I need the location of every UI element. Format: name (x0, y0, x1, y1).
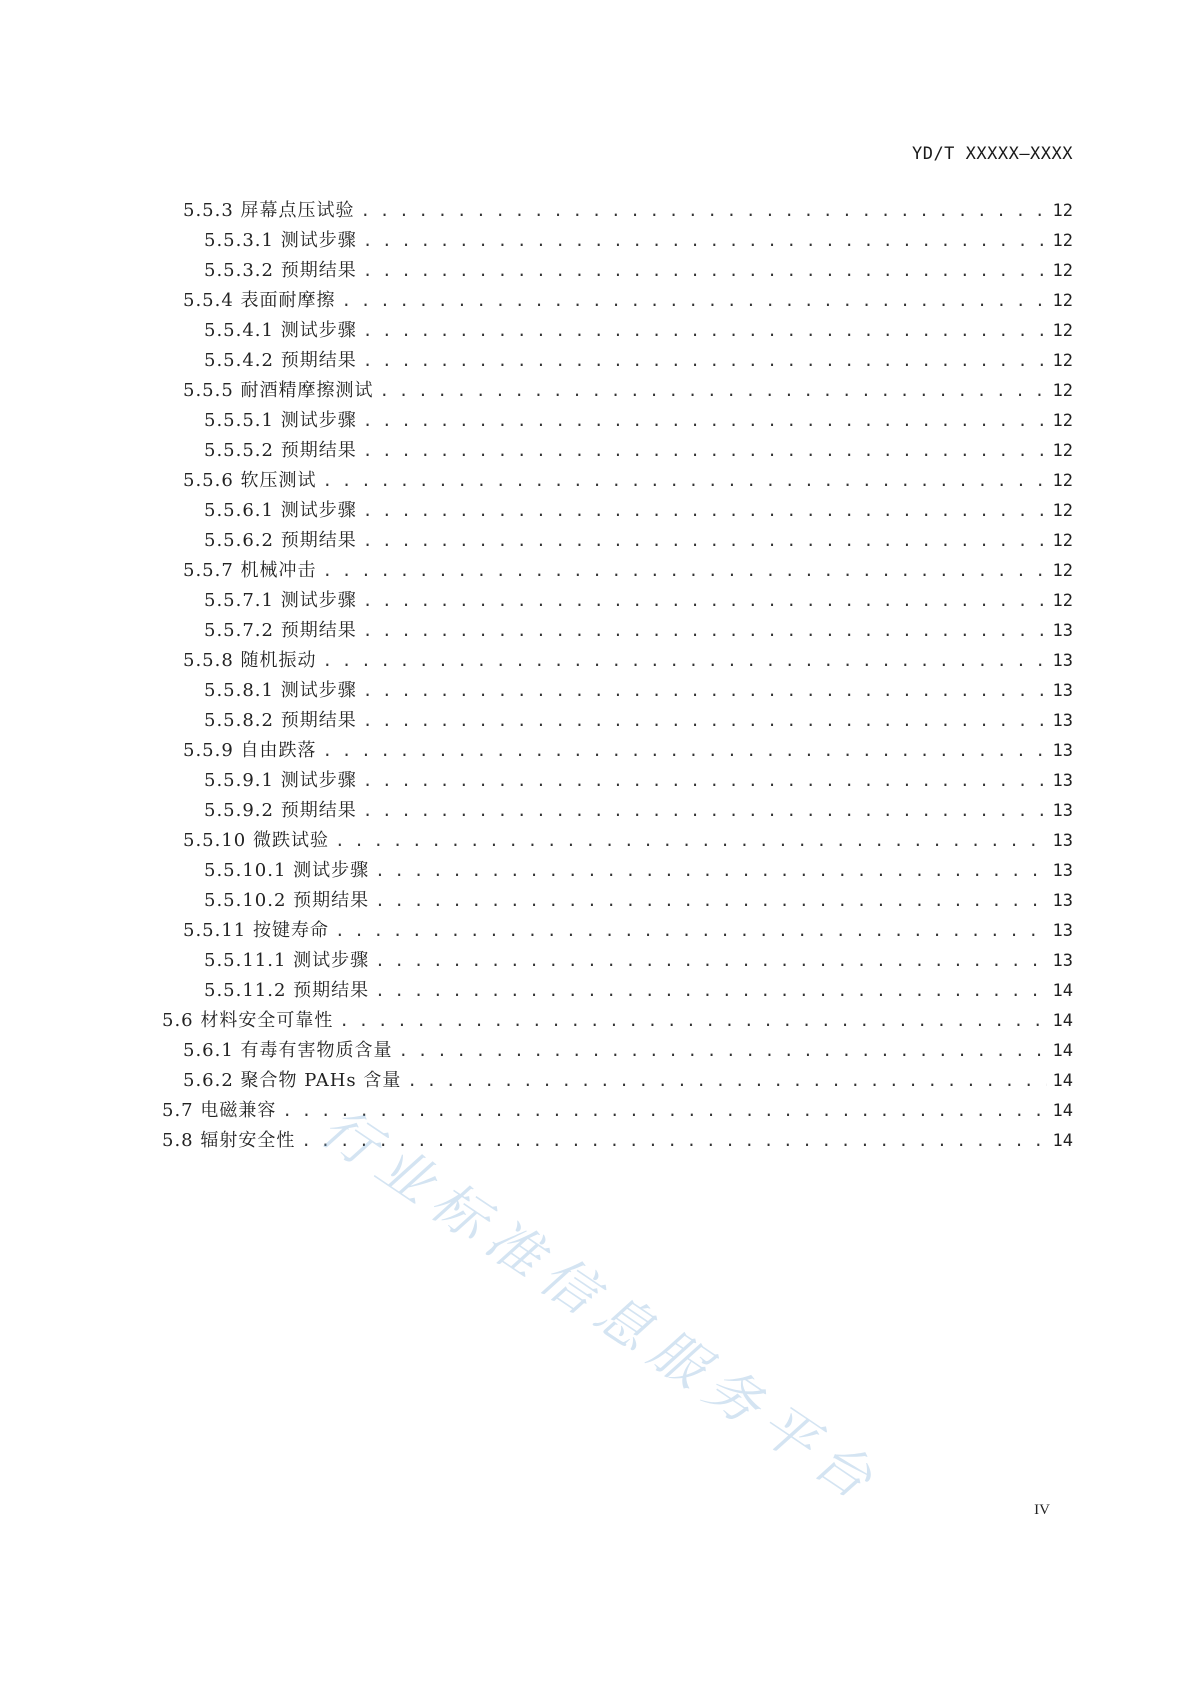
toc-entry-page: 12 (1052, 201, 1073, 221)
toc-entry-label: 5.5.3.1 测试步骤 (204, 230, 357, 251)
toc-entry-page: 12 (1052, 351, 1073, 371)
toc-dot-leader (363, 436, 1047, 466)
toc-entry-page: 12 (1052, 441, 1073, 461)
toc-entry-label: 5.5.5 耐酒精摩擦测试 (183, 380, 374, 401)
toc-entry-label: 5.5.6.2 预期结果 (204, 530, 357, 551)
toc-entry-page: 13 (1052, 711, 1073, 731)
toc-dot-leader (363, 616, 1047, 646)
toc-entry-label: 5.8 辐射安全性 (162, 1130, 296, 1151)
toc-entry-page: 13 (1052, 951, 1073, 971)
toc-dot-leader (363, 526, 1047, 556)
toc-entry-label: 5.5.11 按键寿命 (183, 920, 329, 941)
toc-entry-page: 12 (1052, 291, 1073, 311)
toc-entry-page: 12 (1052, 471, 1073, 491)
toc-entry-label: 5.5.8.2 预期结果 (204, 710, 357, 731)
toc-dot-leader (363, 706, 1047, 736)
watermark-text: 行业标准信息服务平台 (310, 1095, 893, 1517)
toc-entry-page: 12 (1052, 531, 1073, 551)
toc-entry[interactable] (0, 316, 1190, 346)
toc-entry[interactable] (0, 556, 1190, 586)
toc-entry[interactable] (0, 946, 1190, 976)
toc-entry[interactable] (0, 1126, 1190, 1156)
toc-entry[interactable] (0, 706, 1190, 736)
toc-entry-page: 13 (1052, 771, 1073, 791)
toc-dot-leader (323, 646, 1047, 676)
toc-entry[interactable] (0, 196, 1190, 226)
toc-entry[interactable] (0, 466, 1190, 496)
toc-entry[interactable] (0, 496, 1190, 526)
toc-dot-leader (323, 556, 1047, 586)
toc-dot-leader (399, 1036, 1047, 1066)
toc-entry-page: 12 (1052, 591, 1073, 611)
toc-entry[interactable] (0, 526, 1190, 556)
toc-entry-label: 5.5.8.1 测试步骤 (204, 680, 357, 701)
table-of-contents (0, 196, 1190, 1156)
toc-dot-leader (363, 586, 1047, 616)
toc-entry-label: 5.5.4 表面耐摩擦 (183, 290, 336, 311)
toc-entry[interactable] (0, 436, 1190, 466)
toc-dot-leader (335, 826, 1047, 856)
toc-dot-leader (323, 466, 1047, 496)
toc-entry-label: 5.5.5.1 测试步骤 (204, 410, 357, 431)
toc-entry-label: 5.5.8 随机振动 (183, 650, 317, 671)
toc-entry-label: 5.5.9 自由跌落 (183, 740, 317, 761)
toc-dot-leader (363, 496, 1047, 526)
toc-entry-page: 12 (1052, 381, 1073, 401)
toc-dot-leader (363, 766, 1047, 796)
page-number: IV (1034, 1502, 1050, 1518)
toc-entry-page: 12 (1052, 261, 1073, 281)
toc-entry-page: 12 (1052, 411, 1073, 431)
toc-entry-label: 5.5.6.1 测试步骤 (204, 500, 357, 521)
toc-entry[interactable] (0, 886, 1190, 916)
toc-entry[interactable] (0, 796, 1190, 826)
toc-entry-label: 5.5.9.2 预期结果 (204, 800, 357, 821)
toc-dot-leader (407, 1066, 1047, 1096)
toc-entry-label: 5.6.1 有毒有害物质含量 (183, 1040, 393, 1061)
toc-dot-leader (363, 316, 1047, 346)
toc-entry-page: 13 (1052, 861, 1073, 881)
toc-entry-label: 5.5.10 微跌试验 (183, 830, 329, 851)
toc-entry-label: 5.5.7.1 测试步骤 (204, 590, 357, 611)
toc-entry[interactable] (0, 1066, 1190, 1096)
toc-dot-leader (375, 976, 1047, 1006)
toc-entry[interactable] (0, 586, 1190, 616)
toc-entry-page: 14 (1052, 981, 1073, 1001)
toc-entry-page: 13 (1052, 921, 1073, 941)
toc-entry-page: 12 (1052, 561, 1073, 581)
toc-entry-label: 5.5.9.1 测试步骤 (204, 770, 357, 791)
toc-entry-page: 13 (1052, 651, 1073, 671)
toc-entry-page: 12 (1052, 321, 1073, 341)
toc-entry-page: 13 (1052, 891, 1073, 911)
toc-entry[interactable] (0, 616, 1190, 646)
toc-entry-label: 5.6 材料安全可靠性 (162, 1010, 334, 1031)
toc-entry[interactable] (0, 1036, 1190, 1066)
toc-entry-page: 14 (1052, 1131, 1073, 1151)
toc-entry-label: 5.5.5.2 预期结果 (204, 440, 357, 461)
toc-entry[interactable] (0, 226, 1190, 256)
toc-dot-leader (282, 1096, 1047, 1126)
toc-entry[interactable] (0, 736, 1190, 766)
toc-entry-label: 5.5.7 机械冲击 (183, 560, 317, 581)
toc-entry[interactable] (0, 406, 1190, 436)
toc-dot-leader (301, 1126, 1047, 1156)
document-code-header: YD/T XXXXX—XXXX (911, 144, 1073, 164)
toc-entry-label: 5.5.3.2 预期结果 (204, 260, 357, 281)
toc-dot-leader (363, 406, 1047, 436)
toc-entry[interactable] (0, 376, 1190, 406)
toc-entry-label: 5.5.11.2 预期结果 (204, 980, 370, 1001)
toc-entry[interactable] (0, 346, 1190, 376)
toc-dot-leader (375, 856, 1047, 886)
toc-entry[interactable] (0, 916, 1190, 946)
toc-entry[interactable] (0, 856, 1190, 886)
toc-dot-leader (335, 916, 1047, 946)
toc-dot-leader (363, 346, 1047, 376)
toc-entry-page: 14 (1052, 1041, 1073, 1061)
toc-entry-page: 13 (1052, 621, 1073, 641)
toc-entry-label: 5.5.10.2 预期结果 (204, 890, 370, 911)
toc-entry-label: 5.5.11.1 测试步骤 (204, 950, 370, 971)
toc-entry-page: 14 (1052, 1011, 1073, 1031)
toc-dot-leader (375, 946, 1047, 976)
toc-entry[interactable] (0, 646, 1190, 676)
toc-entry[interactable] (0, 1096, 1190, 1126)
toc-entry-label: 5.7 电磁兼容 (162, 1100, 277, 1121)
toc-entry-label: 5.5.10.1 测试步骤 (204, 860, 370, 881)
toc-entry[interactable] (0, 286, 1190, 316)
toc-entry[interactable] (0, 976, 1190, 1006)
toc-dot-leader (363, 226, 1047, 256)
toc-entry[interactable] (0, 1006, 1190, 1036)
toc-entry[interactable] (0, 826, 1190, 856)
toc-dot-leader (380, 376, 1047, 406)
toc-entry-page: 13 (1052, 681, 1073, 701)
toc-dot-leader (363, 796, 1047, 826)
toc-dot-leader (342, 286, 1047, 316)
toc-dot-leader (363, 676, 1047, 706)
toc-entry-page: 13 (1052, 741, 1073, 761)
toc-entry-page: 14 (1052, 1101, 1073, 1121)
toc-dot-leader (363, 256, 1047, 286)
toc-dot-leader (339, 1006, 1047, 1036)
toc-dot-leader (361, 196, 1047, 226)
toc-entry-label: 5.5.3 屏幕点压试验 (183, 200, 355, 221)
toc-entry-label: 5.5.4.2 预期结果 (204, 350, 357, 371)
toc-entry-page: 12 (1052, 501, 1073, 521)
toc-entry[interactable] (0, 766, 1190, 796)
toc-dot-leader (375, 886, 1047, 916)
toc-dot-leader (323, 736, 1047, 766)
toc-entry-label: 5.5.4.1 测试步骤 (204, 320, 357, 341)
toc-entry-label: 5.5.6 软压测试 (183, 470, 317, 491)
toc-entry-page: 13 (1052, 831, 1073, 851)
toc-entry-page: 14 (1052, 1071, 1073, 1091)
toc-entry[interactable] (0, 676, 1190, 706)
toc-entry-label: 5.6.2 聚合物 PAHs 含量 (183, 1070, 402, 1091)
toc-entry[interactable] (0, 256, 1190, 286)
toc-entry-page: 13 (1052, 801, 1073, 821)
toc-entry-label: 5.5.7.2 预期结果 (204, 620, 357, 641)
toc-entry-page: 12 (1052, 231, 1073, 251)
